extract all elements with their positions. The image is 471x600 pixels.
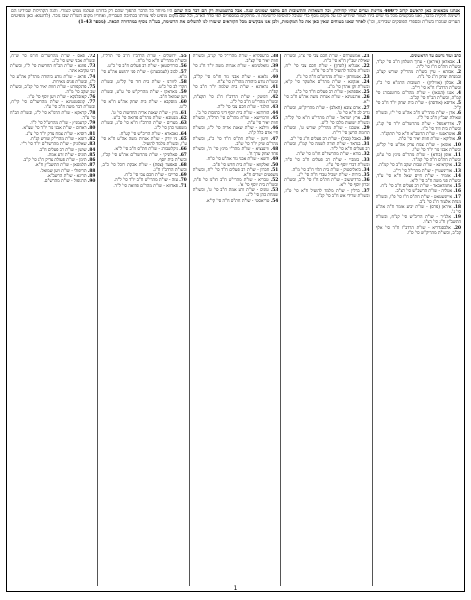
entry-number: 12. [453,163,461,169]
entry-text: קרעמניץ - שו"ת מהרש"ל סי' ל"ו. [29,121,87,127]
entry-text: וורמיישא - שו"ת מהר"ם סי' תרל"ד, ובשו"ת חוות יאיר סי' ע"ה. [192,116,279,127]
entry-number: 52. [270,178,279,184]
entry-number: 24. [362,79,370,85]
list-item [193,75,278,85]
entry-text: דמשק - שו"ת הרדב"ז ח"ג סי' תקצ"ה, ובשו"ת מהרי"ט ח"ב סי' ל"ג. [192,95,279,106]
entry-number: 60. [179,100,187,106]
list-item [376,163,461,168]
entry-text: אנגליא (לונדון) - שו"ת חכם צבי סי' י"ח, ובשו"ת מלמד להועיל ח"ב סי' פ"ה. [284,64,370,75]
entry-number: 62. [179,116,187,122]
entry-number: 79. [87,121,96,127]
entry-number: 1. [456,60,461,65]
entry-number: 34. [362,167,370,173]
entry-text: באבל (בבל) - שו"ת רב פעלים ח"ג סי' י"ב. [289,136,361,142]
text-column [376,54,461,586]
entry-text: אנקונא - שו"ת מהר"ם אלשקר סי' ק"א, ובשו"ת זקן אהרן סי' מ"ג. [284,79,370,90]
entry-number: 71. [179,183,187,189]
list-item [193,105,278,110]
entry-text: בגדאד - שו"ת תורה לשמה סי' קמ"ז, ובשו"ת רב פעלים ח"א סי' ל"ד. [284,141,370,152]
list-item [101,116,186,121]
list-item [284,189,369,199]
list-item [193,116,278,126]
entry-number: 20. [453,225,461,231]
entry-number: 45. [270,116,279,122]
entry-number: 18. [453,205,461,211]
list-item [101,132,186,137]
entry-number: 17. [453,194,461,200]
list-item [10,64,95,74]
entry-text: איראן (פרס) - שו"ת יביע אומר ח"ה אה"ע סי' ג'. [375,205,461,216]
entry-text: אוקראינא - שו"ת שבות יעקב ח"ב סי' קמ"ה. [377,163,453,169]
entry-text: טבריא - שו"ת מהרי"ט ח"ב חו"מ סי' פ"ה, ובשו"ת בית יוסף סי' א'. [192,178,279,189]
entry-text: ארץ ישראל - שו"ת מהרי"ט ח"א סי' קל"ד, ובשו"ת ישועות מלכו סי' ל"ט. [284,116,370,127]
entry-text: פאדווא - שו"ת מהר"ם פדואה סי' ל"ד. [113,183,178,189]
intro-paragraph [11,9,460,49]
list-item [376,205,461,215]
list-item [193,126,278,136]
entry-text: הולנד - שו"ת חכם צבי סי' ל"ה. [216,105,270,111]
entry-text: רומא - שו"ת מהרי"ק שורש קנ"ח. [29,136,87,142]
list-item [376,153,461,163]
list-item [284,90,369,95]
list-item [376,111,461,121]
list-item [284,64,369,74]
entry-text: תרינא - שו"ת הרשב"א. [46,174,87,180]
entry-number: 81. [87,131,96,137]
list-item [284,178,369,188]
entry-number: 47. [270,136,279,142]
entry-number: 11. [453,152,461,158]
list-item [376,215,461,225]
entry-number: 2. [456,70,461,76]
entry-number: 90. [87,179,96,185]
list-item [193,95,278,105]
entry-text: אמשטרדם - שו"ת חכם צבי סי' צ"ג, ובשו"ת שאילת יעב"ץ ח"א סי' כ"ח. [284,54,370,64]
entry-number: 77. [87,100,96,106]
list-item [376,60,461,70]
entry-number: 25. [362,90,370,96]
entry-number: 76. [87,95,96,101]
entry-text: ווילנא - שו"ת שאגת אריה סי' ל"ג, ובשו"ת חיי אדם כלל ק"ה. [192,126,279,137]
entry-number: 4. [456,90,461,96]
entry-text: חברון - שו"ת רב פעלים ח"ד סי' י"ח, ובשו"ת משפטים ישרים ח"א. [192,167,279,178]
entry-number: 37. [362,188,370,194]
list-item [101,70,186,80]
entry-number: 51. [270,167,279,173]
list-item [376,101,461,111]
list-item [376,70,461,80]
list-item [376,137,461,142]
entry-text: אוליקא - שו"ת חוות יאיר סי' ס"ה. [397,137,456,143]
entry-number: 56. [179,64,187,70]
entry-text: אייזנשטאט - שו"ת חת"ס ח"ו סי' פ"ו, ובשו"ת מנחת אלעזר ח"ג סי' נ"ב. [375,194,461,205]
entry-number: 64. [179,131,187,137]
entry-text: סאפעד (צפת) - שו"ת אבקת רוכל סי' כ"ב, ובשו"ת הרדב"ז ח"ג. [101,162,187,173]
list-item [101,147,186,152]
entry-number: 32. [362,152,370,158]
entry-text: ראדום - שו"ת אבני נזר יו"ד סי' שצ"א. [22,126,87,132]
list-item [284,126,369,136]
entry-text: וויען - שו"ת חת"ס ח"ד סי' כ"ג, ובשו"ת מהר"ם שיק יו"ד סי' ש"ב. [192,136,279,147]
entry-text: ניקלשבורג - שו"ת חת"ס ח"ב סי' ל"א. [114,147,178,153]
entry-number: 63. [179,121,187,127]
entry-text: ניו יורק - שו"ת אגרות משה אה"ע ח"א סי' ע"ו, ובשו"ת מלמד להועיל. [101,136,187,147]
entry-text: תימן - שו"ת פעולת צדיק ח"ג סי' ק"ב. [22,158,87,164]
entry-text: נאבארא - שו"ת הריב"ש סי' קע"ח. [119,131,178,137]
list-item [10,111,95,121]
list-item [10,126,95,131]
entry-number: 46. [270,126,279,132]
list-item [284,142,369,152]
entry-number: 65. [179,136,187,142]
list-item [376,226,461,236]
entry-number: 54. [270,198,279,204]
entry-number: 10. [453,142,461,148]
entry-number: 59. [179,90,187,96]
entry-text: גלאגא - שו"ת אבני נזר חו"מ סי' קל"ב, ובשו"ת נודע ביהודה מהד"ת סי' צ"ח. [192,74,279,85]
entry-number: 55. [179,54,187,59]
entry-text: ברדיטשוב - שו"ת חת"ס ח"ו סי' ל"ב, ובשו"ת זכרון יוסף סי' י"א. [284,178,370,189]
entry-number: 35. [362,173,370,179]
entry-number: 58. [179,79,187,85]
intro-note: לאחר שאנו בטוחים שאין כאן את כל המקומות, ולכן אנו מבקשים מכל הקוראים שיעזרו לנו להשלים את הרשימה, בעז"ה נוסיף במהדורה הבאה. (מספר 1-43) [78,19,366,25]
text-column [101,54,189,586]
entry-text: אדיסא (אודסה) - שו"ת בית יצחק יו"ד ח"ב סי' ק"ל. [375,101,461,112]
entry-number: 40. [270,74,279,80]
entry-number: 9. [456,137,461,143]
entry-text: ווינעציא - שו"ת מהר"י מינץ סי' ה', ובשו"ת פחד יצחק ערך ח'. [192,146,279,157]
entry-text: פאס - שו"ת מהרשד"ם חו"מ סי' ש"ח, ובשו"ת אבני שיש סי' כ"ג. [10,54,96,64]
list-item [101,184,186,189]
entry-text: תריפולי - שו"ת ויען שמואל. [40,168,87,174]
entry-text: תוניס - שו"ת זרע אמת. [47,152,87,158]
entry-number: 73. [87,64,96,70]
entry-number: 22. [362,64,370,70]
list-item [193,157,278,162]
entry-number: 19. [453,215,461,221]
entry-number: 7. [456,121,461,127]
entry-number: 5. [456,101,461,107]
list-item [101,111,186,116]
text-column [10,54,98,586]
entry-text: אלג'יר - שו"ת הריב"ש סי' קנ"ח, ובשו"ת התשב"ץ ח"ג סי' רצ"ו. [375,215,461,226]
entry-number: 89. [87,174,96,180]
entry-number: 78. [87,110,96,116]
entry-number: 15. [453,184,461,190]
columns-container [10,54,461,586]
list-item [193,199,278,204]
entry-number: 83. [87,142,96,148]
entry-number: 57. [179,69,187,75]
list-item [10,121,95,126]
entry-text: אורינשטיין - שו"ת מהרי"ל סי' רי"ג. [392,168,453,174]
entry-number: 74. [87,74,96,80]
text-column [193,54,281,586]
entry-text: שאלוניק - שו"ת מהרשד"ם יו"ד סי' ר"י. [20,142,87,148]
entry-text: ביאליסטוק - שו"ת בית הלוי ח"ב סי' מ"ה. [291,167,361,173]
entry-number: 53. [270,188,279,194]
document-page [6,6,465,592]
list-item [284,75,369,80]
entry-text: זאלקווא - שו"ת בית חדש סי' פ"ב. [212,162,270,168]
entry-text: אזמיר - שו"ת חיים שאל ח"א סי' ע"ד, ובשו"ת פני משה ח"ב סי' ל"א. [375,173,461,184]
entry-number: 31. [362,141,370,147]
entry-text: סאלוניקי - שו"ת מהרשד"ם אה"ע סי' קכ"ז, ובשו"ת בית יוסף. [101,152,187,163]
entry-number: 30. [362,136,370,142]
list-item [193,188,278,198]
entry-text: הורודנא - שו"ת בית יוסף דיני כתובות סי' ב'. [195,110,270,116]
list-item [10,169,95,174]
entry-text: ברעסלויא - שו"ת מהרי"ל סי' קנ"ב, ובשו"ת חוות יאיר סי' קצ"ב. [192,54,279,64]
entry-number: 39. [270,64,279,70]
list-item [193,178,278,188]
list-item [376,81,461,91]
entry-number: 28. [362,116,370,122]
list-item [376,174,461,184]
entry-number: 85. [87,152,96,158]
entry-text: בומביי - שו"ת רב פעלים ח"ב סי' ס"ד, ובשו"ת דברי יוסף סי' ט"ז. [284,157,370,168]
list-item [10,163,95,168]
entry-number: 80. [87,126,96,132]
entry-text: מצרים - שו"ת הרדב"ז ח"א סי' ס"ג, ובשו"ת משפטי כהן סי' ל"ג. [101,121,187,132]
entry-number: 29. [362,126,370,132]
list-item [101,100,186,110]
entry-text: אוטראנטו - שו"ת הרשב"א ח"א סי' תתקנ"ד. [380,132,456,138]
list-item [284,137,369,142]
entry-number: 44. [270,110,279,116]
list-item [376,122,461,132]
entry-text: פראג - שו"ת נודע ביהודה מהד"ק אה"ע סי' ל"ג, ובשו"ת פנים מאירות. [10,74,96,85]
entry-text: טוניס - שו"ת זרע אמת ח"ב סי' ט', ובשו"ת שמחת כהן סי' ל"ג. [192,188,279,199]
list-item [193,163,278,168]
entry-number: 88. [87,168,96,174]
intro-lead: אנחנו מכאאים כאן לראשם קרוב ל־400 מדינות וערים שהיו קהילות, וכל השאלות והתשובות הם מלפני שמונים שנה. אבל בהשמטות רק הם דבר כזה שהם [174,9,460,14]
list-item [193,168,278,178]
entry-number: 61. [179,110,187,116]
entry-text: ארגנטינא - שו"ת אגרות משה אה"ע ח"ב סי' י"א. [284,95,370,106]
intro-divider [10,51,461,52]
page-number: 1 [233,585,238,592]
entry-text: אופן (בודא) - שו"ת מהר"ם מינץ סי' ע"ט, ובשו"ת חת"ס ח"ה סי' קמ"ד. [375,152,461,163]
entry-number: 49. [270,157,279,163]
entry-text: ורשא - שו"ת אבני נזר אה"ע סי' ס"ח. [206,157,270,163]
entry-number: 26. [362,95,370,101]
entry-number: 84. [87,147,96,153]
list-item [376,143,461,153]
list-item [376,169,461,174]
entry-text: ברלין - שו"ת מלמד להועיל ח"א סי' ט"ז, ובשו"ת שרידי אש ח"ב סי' קנ"ו. [284,188,370,199]
entry-number: 67. [179,152,187,158]
list-item [10,142,95,147]
entry-text: אגנו (הגנאו) - שו"ת מהר"ם מרוטנבורג סי' קמ"ה, ובשו"ת הב"ח סי' קכ"ב. [375,90,461,101]
entry-text: לבוב (לעמבערג) - שו"ת פני יהושע אה"ע סי' מ"א. [101,69,187,80]
entry-number: 8. [456,132,461,138]
entry-number: 36. [362,178,370,184]
entry-text: כורדיסטאן - שו"ת רב פעלים ח"ב סי' כ"ט. [106,64,178,70]
entry-number: 72. [87,54,96,59]
entry-number: 41. [270,84,279,90]
list-item [193,147,278,157]
list-item [101,54,186,64]
entry-number: 33. [362,157,370,163]
column-heading: כתב ועוד נרשם עד הראשונים. [409,54,461,59]
entry-text: שושן - שו"ת רב פעלים ח"ב. [38,147,87,153]
entry-number: 21. [362,54,370,59]
list-item [193,54,278,64]
intro-text: היו מיוחד כל הדבר ההפוך שהם רק בדורנו ונעלמו ממש לגמרי. והנה הקהילות שבידינו הם רשימה חלקית בלבד, ואנו מבקשים מכל מי שיש בידו לעזור שיודיע לנו על מקום נוסף כדי שנוכל להוסיפו לרשימה זו. מחלקים במספרים לפי סדר הא"ב, וכל שם מקום מופיע לפי צורתו בכתיבה העברית, ואחריו מקום השו"ת שבו נזכר. (לדוגמא: כאן מופיעים הערים שנזכרו בשו"ת ובספרי הפוסקים שבידינו, וכו') [11,9,460,25]
entry-text: ארם צובא (חאלב) - שו"ת מהריק"ש, ובשו"ת נדיב לב ח"א סי' ט'. [284,105,370,116]
entry-number: 3. [456,80,461,86]
text-column [284,54,372,586]
entry-text: אשכנז - שו"ת מהרי"ק שורש ט', ובשו"ת תרומת הדשן סי' רי"ח. [284,126,370,137]
list-item [101,80,186,90]
list-item [10,95,95,100]
entry-number: 42. [270,95,279,101]
list-item [101,90,186,100]
list-item [284,106,369,116]
entry-text: אדן - שו"ת מהרי"ט ח"ב אה"ע סי' י"ז, ובשו"ת שאילת יעב"ץ ח"ב סי' ל"ו. [375,111,461,122]
entry-text: ירושלים - שו"ת הרדב"ז ח"ב סי' תרל"ז, ובשו"ת מהרי"ט ח"א סי' מ"ח. [101,54,187,64]
list-item [193,85,278,95]
list-item [376,189,461,194]
entry-number: 27. [362,105,370,111]
entry-text: אלכסנדריא - שו"ת הרדב"ז ח"ד סי' אלף קכ"ב, ובשו"ת מהריק"ש סי' ס"ו. [375,225,461,236]
entry-number: 66. [179,147,187,153]
entry-number: 13. [453,168,461,174]
list-item [284,116,369,126]
entry-text: מנטובא - שו"ת מהר"ם פדואה סי' כ"ט. [112,116,178,122]
list-item [284,158,369,168]
list-item [10,85,95,95]
list-item [10,75,95,85]
list-item [101,153,186,163]
entry-text: מיץ - שו"ת שאגת אריה החדשות סי' ט'. [110,110,178,116]
entry-number: 50. [270,162,279,168]
list-item [101,121,186,131]
entry-text: אבלון (אוויליון) - תשובות הרמ"א סי' כ"ז, ובשו"ת הרדב"ז ח"א סי' רי"ב. [375,80,461,91]
entry-text: אחמדאבאד - שו"ת רב פעלים ח"ב סי' נ"ח. [380,184,453,190]
entry-number: 38. [270,54,279,59]
entry-text: קאזבלנקא - שו"ת ויען יוסף סי' ט"ו. [27,95,87,101]
entry-text: ליוורנו - שו"ת בית דוד סי' קל"ט, ובשו"ת חקרי לב סי' כ"ט. [101,79,187,90]
entry-text: פרנקפורט - שו"ת חוות יאיר סי' קנ"ב, ובשו"ת שב יעקב סי' מ"ה. [10,84,96,95]
list-item [284,95,369,105]
entry-text: אדריאנופל - שו"ת מהרשד"ם יו"ד סי' קנ"ג, ובשו"ת בית דוד סי' כ"ז. [375,121,461,132]
entry-number: 69. [179,173,187,179]
entry-number: 14. [453,173,461,179]
entry-text: פוזנא - שו"ת הב"ח החדשות סי' ל"ו, ובשו"ת רבי עקיבא איגר. [10,64,96,75]
entry-number: 16. [453,189,461,195]
entry-number: 82. [87,136,96,142]
list-item [10,132,95,137]
entry-text: אספהאן - שו"ת רב פעלים ח"ד סי' כ"ג. [294,90,361,96]
list-item [10,100,95,110]
entry-text: תרנופול - שו"ת מהרש"ם. [43,179,87,185]
list-item [10,148,95,153]
entry-text: אבוהא - עיין בשו"ת מהרי"ק שורש קצ"ב, ובמנחת יצחק ח"ג סי' נ"ח. [375,70,461,81]
list-item [10,54,95,64]
entry-text: רוסיא - שו"ת צמח צדק יו"ד סי' צ"ג. [25,131,87,137]
entry-text: אבאדאן (איראן) - ערוך השלחן ח"ב סי' קנ"ד, ובשו"ת חת"ס ח"ו סי' ל"ה. [375,60,461,70]
entry-text: קראקא - שו"ת הרמ"א סי' ל"ג, ובשו"ת הב"ח סי' ע"ד. [10,110,96,121]
entry-text: גוואלטימא - שו"ת אגרות משה יו"ד ח"ג סי' מ"ז. [192,64,279,75]
entry-text: אטליה - שו"ת הרשב"ש סי' רצ"ב. [395,189,453,195]
list-item [376,195,461,205]
entry-text: גראדנא - שו"ת בית שלמה יו"ד ח"ב סי' קפ"ח. [192,84,279,95]
entry-number: 68. [179,162,187,168]
entry-number: 87. [87,163,96,169]
entry-text: טריאסטי - שו"ת חת"ס ח"ה סי' קי"א. [205,198,270,204]
entry-text: בודא - שו"ת מהרשד"ם חו"מ סי' ש"ה. [295,152,361,158]
entry-text: בירות - שו"ת ישכיל עבדי ח"ה סי' י"ג. [297,173,361,179]
entry-text: קונסטנטינא - שו"ת מהרשד"ם סי' קי"ח, ובשו"ת דבר משה ח"ב סי' ע"ו. [10,100,96,111]
entry-text: אומאן - שו"ת צמח צדק אה"ע סי' קל"ט, ובשו"ת אבני נזר יו"ד סי' ש"ו. [375,142,461,153]
entry-number: 70. [179,178,187,184]
list-item [10,179,95,184]
list-item [376,91,461,101]
list-item [284,54,369,64]
entry-text: סרייבו - שו"ת חכם צבי סי' כ"ח. [124,173,178,179]
list-item [101,137,186,147]
entry-text: תלמסאן - שו"ת התשב"ץ ח"א. [34,163,87,169]
entry-number: 75. [87,84,96,90]
list-item [284,80,369,90]
list-item [101,163,186,173]
entry-text: מאראקו - שו"ת מהריק"ש סי' ע"ט, ובשו"ת ויען שמואל ח"ב. [101,90,187,101]
entry-number: 48. [270,146,279,152]
entry-text: עזה - שו"ת מהרי"ט ח"ב יו"ד סי' ל"ה. [113,178,178,184]
list-item [101,64,186,69]
list-item [101,178,186,183]
entry-text: אנטוורפן - שו"ת מהרש"ם ח"ה סי' נ"ז. [295,74,361,80]
entry-number: 6. [456,111,461,117]
entry-number: 43. [270,105,279,111]
entry-number: 23. [362,74,370,80]
entry-text: מוסקבא - שו"ת בית יצחק אה"ע ח"א סי' ל"ט. [101,100,187,111]
list-item [193,64,278,74]
entry-number: 86. [87,158,96,164]
list-item [284,152,369,157]
list-item [193,137,278,147]
